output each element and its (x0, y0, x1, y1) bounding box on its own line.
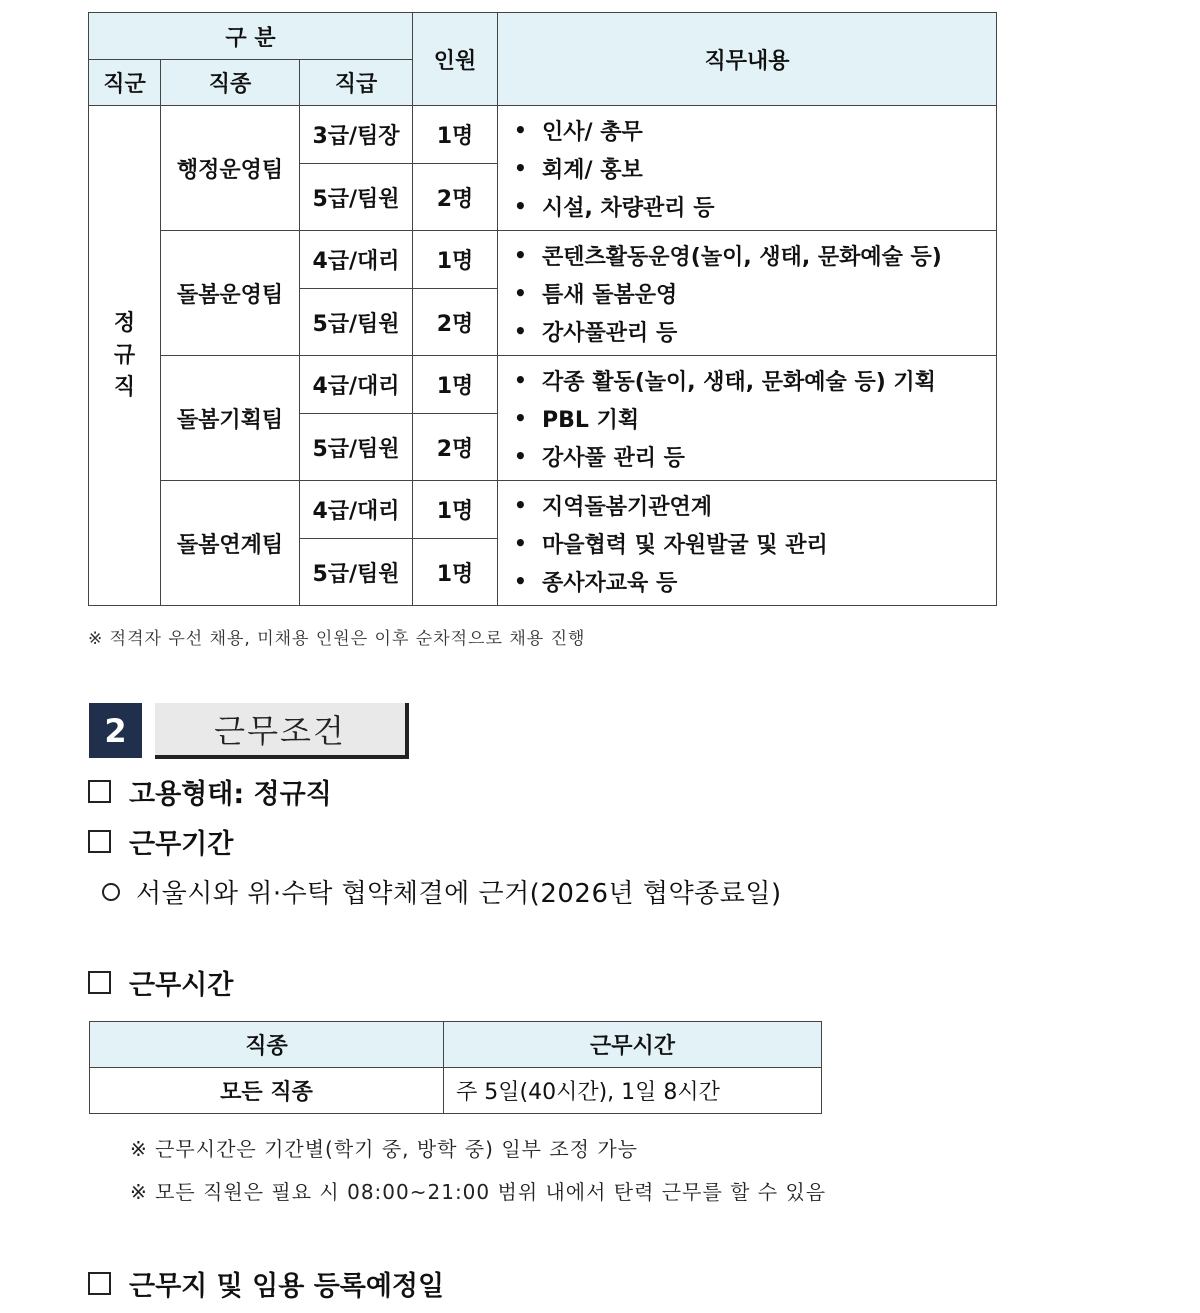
duty-item: • 강사풀 관리 등 (514, 444, 685, 471)
checkbox-square-icon (88, 1272, 111, 1295)
duty-item: • 지역돌봄기관연계 (514, 493, 713, 520)
category-value: 정 규 직 (113, 310, 136, 400)
hiring-note: ※ 적격자 우선 채용, 미채용 인원은 이후 순차적으로 채용 진행 (88, 629, 586, 649)
category-cell (89, 106, 161, 606)
count-cell: 1명 (413, 231, 498, 289)
grade-cell: 5급/팀원 (300, 164, 413, 231)
count-cell: 1명 (413, 539, 498, 606)
grade-cell: 5급/팀원 (300, 289, 413, 356)
bullet-icon: • (514, 406, 527, 430)
bullet-icon: • (514, 444, 527, 468)
duty-item: • PBL 기획 (514, 406, 640, 433)
hours-header-hours: 근무시간 (444, 1022, 822, 1068)
header-headcount: 인원 (413, 13, 498, 106)
checklist-item-period: 근무기간 (88, 822, 233, 861)
checklist-item-location: 근무지 및 임용 등록예정일 (88, 1264, 444, 1303)
hours-row-hours: 주 5일(40시간), 1일 8시간 (444, 1068, 822, 1114)
checkbox-square-icon (88, 971, 111, 994)
checklist-item-hours: 근무시간 (88, 963, 233, 1002)
bullet-icon: • (514, 531, 527, 555)
grade-cell: 4급/대리 (300, 356, 413, 414)
team-name: 돌봄기획팀 (161, 356, 300, 481)
grade-cell: 3급/팀장 (300, 106, 413, 164)
section-number-badge: 2 (89, 703, 142, 758)
team-name: 돌봄운영팀 (161, 231, 300, 356)
duty-item: • 회계/ 홍보 (514, 156, 643, 183)
hours-header-job: 직종 (90, 1022, 444, 1068)
count-cell: 1명 (413, 481, 498, 539)
team-name: 행정운영팀 (161, 106, 300, 231)
team-name: 돌봄연계팀 (161, 481, 300, 606)
bullet-icon: • (514, 493, 527, 517)
grade-cell: 4급/대리 (300, 481, 413, 539)
count-cell: 1명 (413, 106, 498, 164)
bullet-icon: • (514, 194, 527, 218)
hours-row-job: 모든 직종 (90, 1068, 444, 1114)
count-cell: 1명 (413, 356, 498, 414)
duty-item: • 각종 활동(놀이, 생태, 문화예술 등) 기획 (514, 368, 936, 395)
duty-cell (498, 231, 997, 356)
header-category: 직군 (89, 60, 161, 106)
duty-cell (498, 356, 997, 481)
grade-cell: 5급/팀원 (300, 539, 413, 606)
header-grade: 직급 (300, 60, 413, 106)
count-cell: 2명 (413, 164, 498, 231)
header-job-type: 직종 (161, 60, 300, 106)
grade-cell: 4급/대리 (300, 231, 413, 289)
grade-cell: 5급/팀원 (300, 414, 413, 481)
duty-item: • 종사자교육 등 (514, 569, 678, 596)
duty-item: • 시설, 차량관리 등 (514, 194, 715, 221)
bullet-icon: • (514, 319, 527, 343)
checkbox-square-icon (88, 780, 111, 803)
section-title: 근무조건 (155, 703, 409, 759)
bullet-icon: • (514, 569, 527, 593)
period-detail: 서울시와 위·수탁 협약체결에 근거(2026년 협약종료일) (102, 873, 782, 910)
header-duties: 직무내용 (498, 13, 997, 106)
count-cell: 2명 (413, 414, 498, 481)
hours-table (89, 1021, 822, 1114)
duty-cell (498, 481, 997, 606)
duty-item: • 마을협력 및 자원발굴 및 관리 (514, 531, 828, 558)
duty-item: • 콘텐츠활동운영(놀이, 생태, 문화예술 등) (514, 243, 942, 270)
bullet-icon: • (514, 281, 527, 305)
recruitment-table (88, 12, 997, 606)
bullet-icon: • (514, 243, 527, 267)
hours-note-1: ※ 근무시간은 기간별(학기 중, 방학 중) 일부 조정 가능 (130, 1137, 638, 1161)
bullet-icon: • (514, 368, 527, 392)
count-cell: 2명 (413, 289, 498, 356)
hours-note-2: ※ 모든 직원은 필요 시 08:00~21:00 범위 내에서 탄력 근무를 할 수 있음 (130, 1180, 827, 1204)
bullet-icon: • (514, 156, 527, 180)
duty-cell (498, 106, 997, 231)
duty-item: • 강사풀관리 등 (514, 319, 678, 346)
header-group: 구 분 (89, 13, 413, 60)
duty-item: • 틈새 돌봄운영 (514, 281, 678, 308)
checkbox-square-icon (88, 830, 111, 853)
bullet-icon: • (514, 118, 527, 142)
checklist-item-employment: 고용형태: 정규직 (88, 772, 332, 811)
duty-item: • 인사/ 총무 (514, 118, 643, 145)
circle-bullet-icon (102, 883, 120, 901)
